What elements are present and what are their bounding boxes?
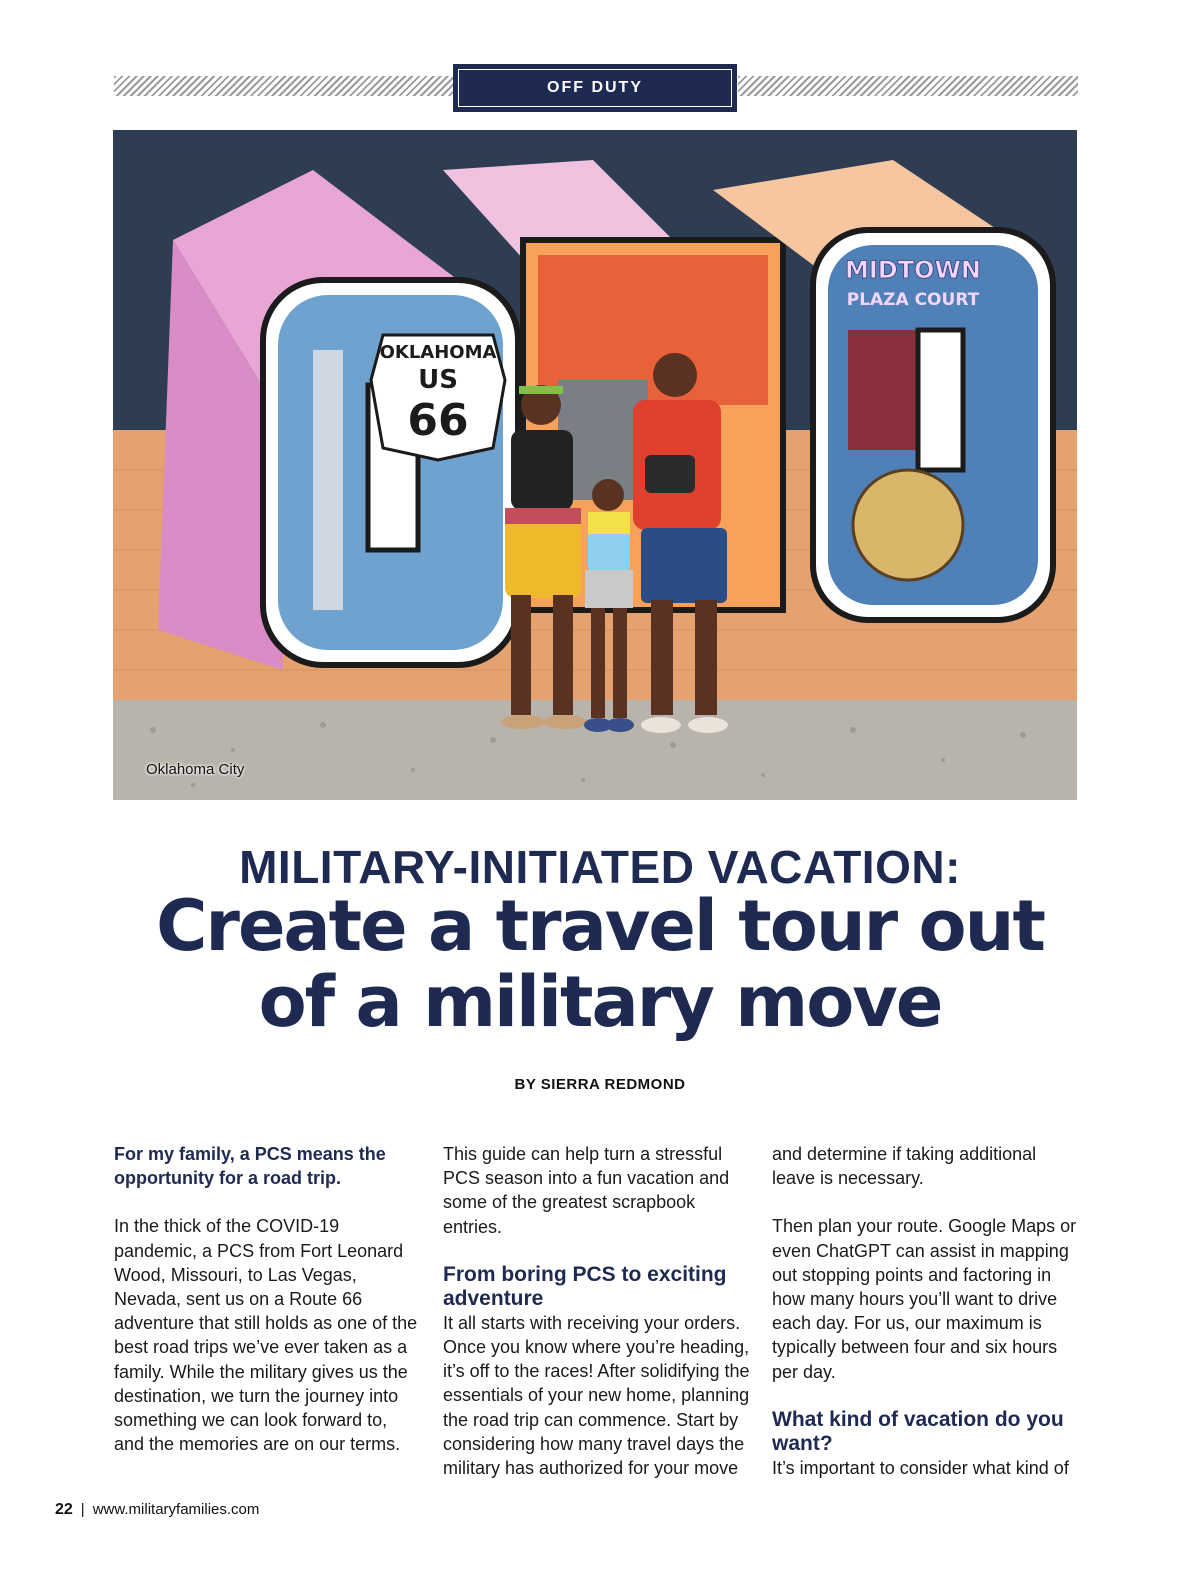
body-paragraph: It’s important to consider what kind of xyxy=(772,1457,1069,1478)
body-column-2 xyxy=(443,1142,751,1504)
lead-paragraph: For my family, a PCS means the opportunity for a road trip. xyxy=(114,1144,386,1189)
article-title xyxy=(60,885,1140,1043)
section-subhead: From boring PCS to exciting adventure xyxy=(443,1262,727,1310)
body-paragraph: and determine if taking additional leave is necessary. xyxy=(772,1144,1037,1189)
header-rule-right xyxy=(738,76,1078,96)
article-kicker: MILITARY-INITIATED VACATION: xyxy=(239,841,961,893)
page-footer xyxy=(55,1501,259,1519)
body-paragraph: In the thick of the COVID-19 pandemic, a PCS from Fort Leonard Wood, Missouri, to Las Vegas, Nevada, sent us on a Route 66 adventure that still holds as one of the best road trips we’ve ever taken as a family. While the military gives us the destination, we turn the journey into something we can look forward to, and the memories are on our terms. xyxy=(114,1216,418,1455)
body-column-1 xyxy=(114,1142,422,1480)
section-label-text: OFF DUTY xyxy=(547,79,643,96)
section-subhead: What kind of vacation do you want? xyxy=(772,1407,1064,1455)
mural-plaza-line2: PLAZA COURT xyxy=(846,290,980,310)
photo-caption: Oklahoma City xyxy=(146,761,245,778)
article-title-line1: Create a travel tour out xyxy=(156,885,1044,967)
body-paragraph: Then plan your route. Google Maps or even ChatGPT can assist in mapping out stopping points and factoring in how many hours you’ll want to drive each day. For us, our maximum is typically between four and six hours per day. xyxy=(772,1216,1077,1382)
body-column-3 xyxy=(772,1142,1080,1504)
mural-sign-line3: 66 xyxy=(407,395,469,446)
page-number: 22 xyxy=(55,1501,73,1518)
body-paragraph: It all starts with receiving your orders. Once you know where you’re heading, it’s off to the races! After solidifying the essentials of your new home, planning the road trip can commence. Start by considering how many travel days the military has authorized for your move xyxy=(443,1312,750,1479)
body-paragraph: This guide can help turn a stressful PCS season into a fun vacation and some of the greatest scrapbook entries. xyxy=(443,1144,730,1237)
section-label xyxy=(453,64,737,112)
footer-separator: | xyxy=(80,1501,85,1518)
mural-sign-line1: OKLAHOMA xyxy=(379,342,497,363)
article-title-line2: of a military move xyxy=(258,961,942,1043)
mural-sign-line2: US xyxy=(418,365,458,395)
header-rule-left xyxy=(114,76,454,96)
hero-photo-illustration xyxy=(113,130,1077,800)
website-url: www.militaryfamilies.com xyxy=(92,1501,260,1518)
article-byline: BY SIERRA REDMOND xyxy=(514,1076,686,1093)
hero-photo xyxy=(113,130,1077,800)
mural-plaza-line1: MIDTOWN xyxy=(844,256,982,284)
